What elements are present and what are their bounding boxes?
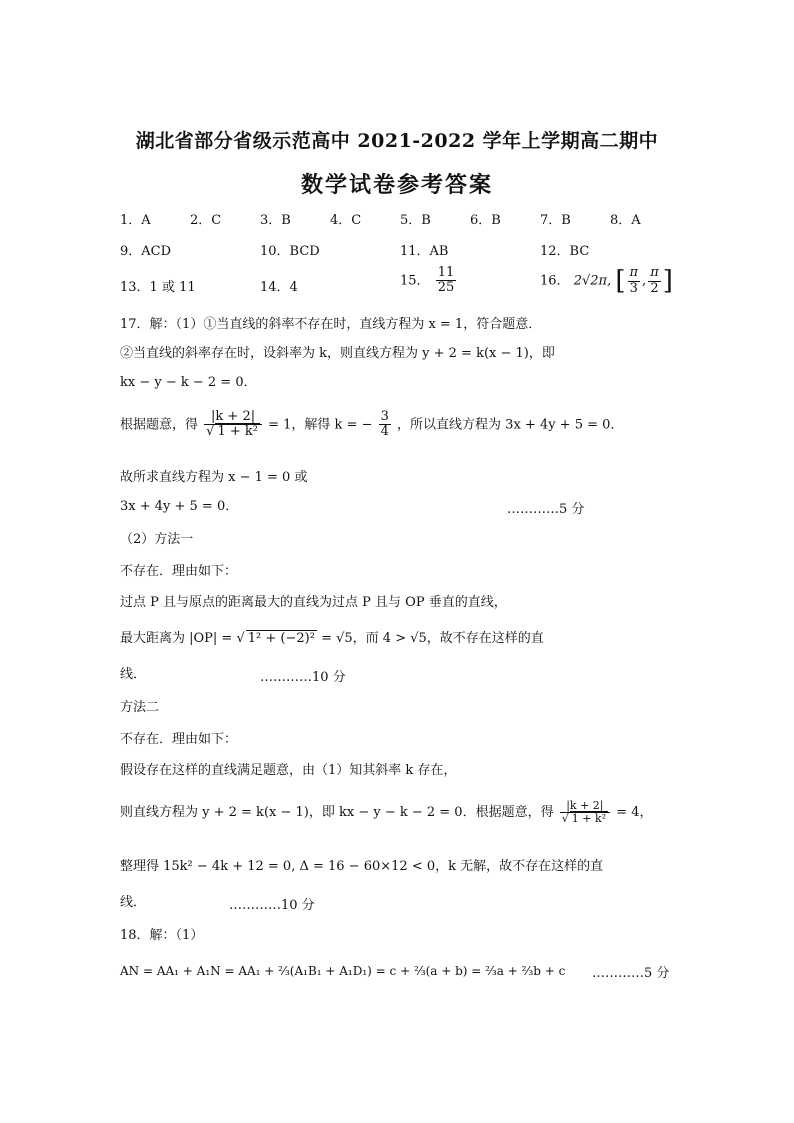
q17-line: 故所求直线方程为 x − 1 = 0 或 [120, 470, 308, 485]
answer-item: 12．BC [540, 244, 590, 259]
answer-value: 2√2π, [573, 273, 612, 289]
fraction-numerator: 3 [380, 409, 389, 424]
text: 则直线方程为 y + 2 = k(x − 1)，即 kx − y − k − 2 = 0．根据题意，得 [120, 805, 554, 821]
q17-line: ②当直线的斜率存在时，设斜率为 k，则直线方程为 y + 2 = k(x − 1)，即 [120, 346, 555, 361]
answer-item: 5．B [400, 213, 431, 228]
score-mark: …………10 分 [260, 670, 346, 685]
q18-vector-equation: AN = AA₁ + A₁N = AA₁ + ⅔(A₁B₁ + A₁D₁) = c + ⅔(a + b) = ⅔a + ⅔b + c [120, 964, 566, 978]
document-subtitle: 数学试卷参考答案 [300, 172, 493, 198]
fraction [648, 266, 661, 296]
answer-item-16: 16． 2√2π, [ $\frac{\pi}{3}$ , $\frac{\pi}{2}$ ] [540, 265, 673, 296]
text: = √5，而 4 > √5，故不存在这样的直 [321, 631, 544, 646]
answer-label: 15． [400, 273, 430, 289]
q17-line: （2）方法一 [120, 532, 194, 547]
answer-item: 13．1 或 11 [120, 280, 196, 295]
answer-item: 3．B [260, 213, 291, 228]
fraction-numerator: π [629, 265, 639, 281]
fraction-numerator: π [650, 265, 659, 281]
sqrt-expression: √ 1² + (−2)² [236, 631, 315, 646]
left-bracket: [ [615, 266, 626, 296]
score-mark: …………5 分 [507, 502, 585, 517]
fraction-denominator: 2 [650, 280, 659, 296]
text: = 1，解得 k = − [268, 417, 373, 433]
text: 最大距离为 |OP| = [120, 631, 233, 646]
fraction [436, 266, 457, 296]
answer-item: 11．AB [400, 244, 449, 259]
answer-item: 9．ACD [120, 244, 172, 259]
fraction-denominator: √ 1 + k² [206, 424, 258, 440]
q17-line: 线． [120, 667, 147, 682]
score-mark: …………5 分 [592, 966, 670, 981]
answer-item: 1．A [120, 213, 151, 228]
radicand: 1² + (−2)² [247, 631, 315, 646]
fraction [628, 266, 641, 296]
q17-line: 17．解：（1）①当直线的斜率不存在时，直线方程为 x = 1，符合题意． [120, 317, 542, 332]
answer-item: 8．A [610, 213, 641, 228]
text: 根据题意，得 [120, 417, 199, 433]
answer-item: 10．BCD [260, 244, 320, 259]
right-bracket: ] [662, 266, 673, 296]
fraction-denominator: 3 [629, 280, 638, 296]
text: ，所以直线方程为 3x + 4y + 5 = 0． [397, 417, 624, 433]
score-mark: …………10 分 [229, 898, 315, 913]
q17-line: 方法二 [120, 700, 160, 715]
answer-item-15 [400, 266, 458, 296]
fraction-denominator: 25 [437, 280, 455, 296]
q17-line-10 [120, 630, 544, 648]
q17-line-15 [120, 800, 652, 825]
q17-line-4 [120, 410, 623, 440]
fraction-numerator: 11 [437, 265, 455, 280]
text: = 4， [616, 805, 653, 821]
answer-item: 6．B [470, 213, 501, 228]
answer-item: 4．C [330, 213, 362, 228]
fraction [379, 410, 391, 440]
fraction [560, 800, 610, 825]
fraction-denominator: √ 1 + k² [561, 812, 607, 826]
fraction-denominator: 4 [380, 424, 389, 440]
fraction [204, 410, 262, 440]
q17-line: 整理得 15k² − 4k + 12 = 0, Δ = 16 − 60×12 < 0，k 无解，故不存在这样的直 [120, 859, 604, 874]
q17-line: 过点 P 且与原点的距离最大的直线为过点 P 且与 OP 垂直的直线， [120, 595, 507, 610]
answer-item: 2．C [190, 213, 222, 228]
document-title: 湖北省部分省级示范高中 2021-2022 学年上学期高二期中 [135, 130, 659, 152]
answer-item: 14．4 [260, 280, 298, 295]
q18-line: 18．解：（1） [120, 928, 204, 943]
q17-line: 不存在．理由如下： [120, 564, 238, 579]
answer-item: 7．B [540, 213, 571, 228]
fraction-numerator: |k + 2| [204, 410, 262, 425]
q17-line: 不存在．理由如下： [120, 732, 238, 747]
q17-line: 3x + 4y + 5 = 0． [120, 499, 239, 514]
fraction-numerator: |k + 2| [560, 800, 610, 813]
q17-line: 假设存在这样的直线满足题意，由（1）知其斜率 k 存在， [120, 763, 457, 778]
q17-line: kx − y − k − 2 = 0． [120, 375, 257, 390]
radicand: 1 + k² [217, 424, 258, 440]
answer-label: 16． [540, 273, 570, 289]
q17-line: 线． [120, 895, 147, 910]
radicand: 1 + k² [571, 812, 607, 826]
